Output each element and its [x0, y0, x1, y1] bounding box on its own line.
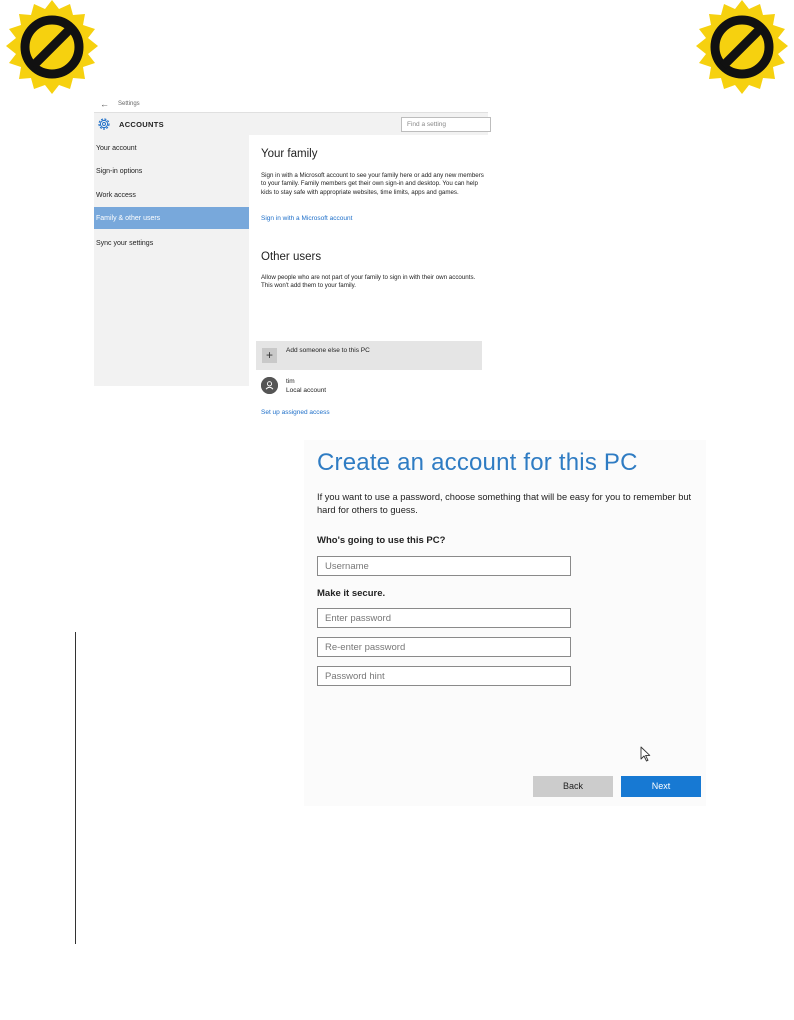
- window-title: Settings: [118, 101, 140, 107]
- no-sign-icon: [690, 0, 794, 96]
- family-description: Sign in with a Microsoft account to see your family here or add any new members to your family. Family members get their own sign-in and desktop. You can help kids to stay safe with appropriate websites, time limits, apps and games.: [261, 172, 484, 196]
- mouse-cursor-icon: [640, 746, 652, 762]
- other-users-heading: Other users: [261, 251, 322, 263]
- dialog-description: If you want to use a password, choose something that will be easy for you to remember but hard for others to guess.: [317, 492, 692, 515]
- title-bar: [94, 100, 488, 113]
- back-arrow-icon[interactable]: ←: [100, 99, 109, 109]
- who-label: Who's going to use this PC?: [317, 535, 446, 546]
- add-user-label: Add someone else to this PC: [286, 347, 370, 354]
- sidebar-item-sync-settings[interactable]: Sync your settings: [96, 240, 154, 247]
- search-input[interactable]: Find a setting: [401, 117, 491, 132]
- user-avatar-icon[interactable]: [261, 377, 278, 394]
- no-sign-icon: [0, 0, 104, 96]
- divider: [75, 632, 76, 944]
- password-hint-field[interactable]: Password hint: [317, 666, 571, 686]
- sidebar-item-your-account[interactable]: Your account: [96, 145, 137, 152]
- sidebar-item-sign-in-options[interactable]: Sign-in options: [96, 168, 143, 175]
- dialog-title: Create an account for this PC: [317, 449, 638, 476]
- gear-icon: [96, 116, 112, 132]
- microsoft-signin-link[interactable]: Sign in with a Microsoft account: [261, 215, 353, 222]
- reenter-password-field[interactable]: Re-enter password: [317, 637, 571, 657]
- user-account-type: Local account: [286, 387, 327, 394]
- user-name[interactable]: tim: [286, 378, 295, 385]
- plus-icon: +: [262, 348, 277, 363]
- next-button[interactable]: Next: [621, 776, 701, 797]
- family-heading: Your family: [261, 148, 318, 160]
- password-field[interactable]: Enter password: [317, 608, 571, 628]
- back-button[interactable]: Back: [533, 776, 613, 797]
- assigned-access-link[interactable]: Set up assigned access: [261, 409, 330, 416]
- sidebar: [94, 135, 249, 386]
- username-field[interactable]: Username: [317, 556, 571, 576]
- sidebar-item-work-access[interactable]: Work access: [96, 192, 136, 199]
- create-account-dialog: [304, 440, 706, 806]
- settings-header: [94, 113, 488, 135]
- page-title: ACCOUNTS: [119, 120, 164, 129]
- sidebar-item-family-other-users[interactable]: Family & other users: [94, 207, 249, 229]
- other-users-description: Allow people who are not part of your family to sign in with their own accounts. This won't add them to your family.: [261, 274, 476, 290]
- main-content: [249, 135, 488, 416]
- secure-label: Make it secure.: [317, 588, 386, 599]
- add-user-button[interactable]: [256, 341, 482, 370]
- settings-window: [94, 99, 488, 416]
